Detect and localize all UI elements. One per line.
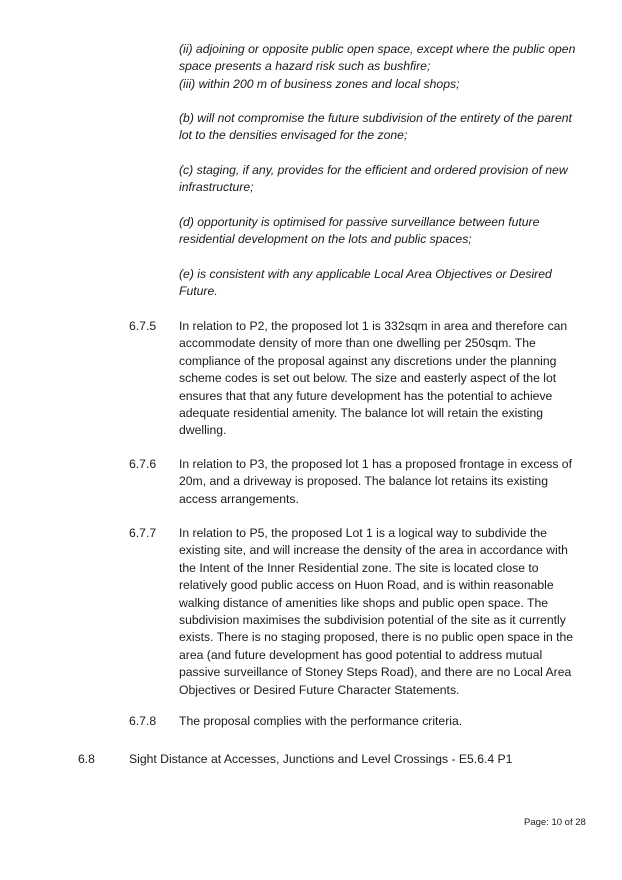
paragraph-number: 6.7.5 [129, 319, 157, 333]
page-number: Page: 10 of 28 [524, 817, 586, 828]
paragraph-number: 6.7.7 [129, 526, 157, 540]
paragraph-text: The proposal complies with the performance criteria. [179, 714, 463, 728]
paragraph-text: In relation to P2, the proposed lot 1 is 332sqm in area and therefore can accommodate density of more than one dwelling per 250sqm. The compliance of the proposal against any discretions under the planning scheme codes is set out below. The size and easterly aspect of the lot ensures that that any future development has the potential to achieve adequate residential amenity. The balance lot will retain the existing dwelling. [179, 319, 568, 438]
criteria-e: (e) is consistent with any applicable Local Area Objectives or Desired Future. [179, 267, 552, 299]
paragraph-number: 6.7.8 [129, 714, 157, 728]
section-title: Sight Distance at Accesses, Junctions and Level Crossings - E5.6.4 P1 [129, 752, 513, 766]
criteria-b: (b) will not compromise the future subdivision of the entirety of the parent lot to the densities envisaged for the zone; [179, 111, 572, 143]
paragraph-text: In relation to P3, the proposed lot 1 has a proposed frontage in excess of 20m, and a driveway is proposed. The balance lot retains its existing access arrangements. [179, 457, 572, 506]
criteria-c: (c) staging, if any, provides for the efficient and ordered provision of new infrastructure; [179, 163, 568, 195]
paragraph-number: 6.7.6 [129, 457, 157, 471]
paragraph-text: In relation to P5, the proposed Lot 1 is a logical way to subdivide the existing site, and will increase the density of the area in accordance with the Intent of the Inner Residential zone. The site is located close to relatively good public access on Huon Road, and is within reasonable walking distance of amenities like shops and public open space. The subdivision maximises the subdivision potential of the site as it currently exists. There is no staging proposed, there is no public open space in the area (and future development has good potential to address mutual passive surveillance of Stoney Steps Road), and there are no Local Area Objectives or Desired Future Character Statements. [179, 526, 574, 697]
section-number: 6.8 [78, 752, 95, 766]
criteria-ii-iii: (ii) adjoining or opposite public open space, except where the public open space presents a hazard risk such as bushfire; (iii) within 200 m of business zones and local shops; [179, 42, 576, 91]
criteria-d: (d) opportunity is optimised for passive surveillance between future residential development on the lots and public spaces; [179, 215, 540, 247]
